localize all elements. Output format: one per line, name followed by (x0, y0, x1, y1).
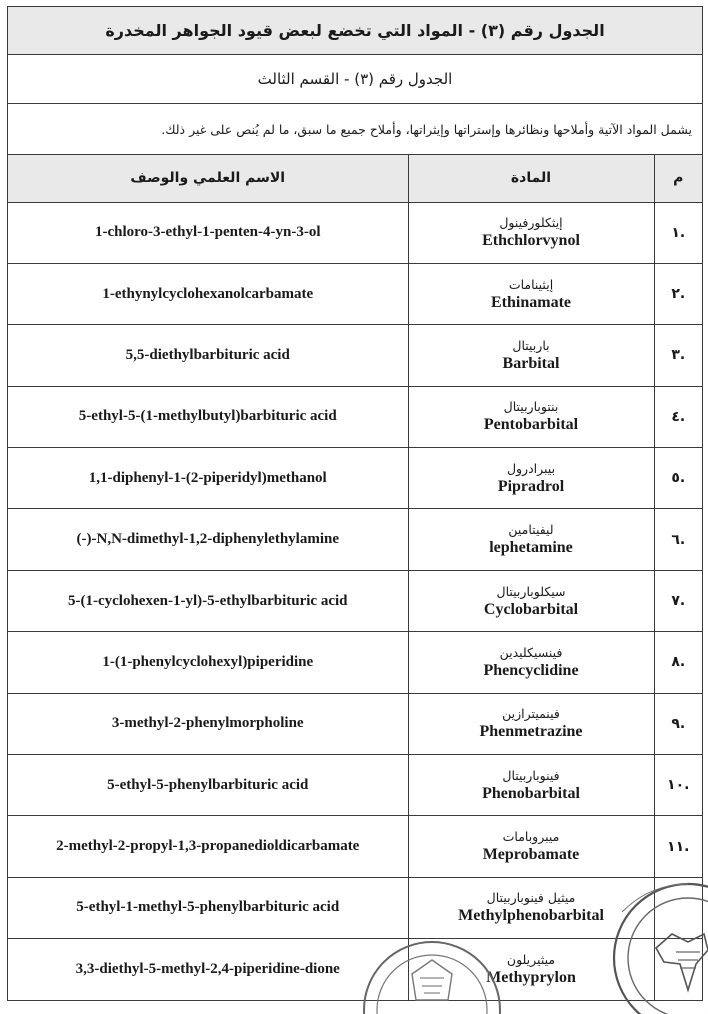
substance-name-english: Ethchlorvynol (482, 232, 580, 250)
column-header-number: م (654, 155, 702, 202)
substance-cell (408, 570, 654, 631)
substance-name-english: lephetamine (489, 539, 573, 557)
substance-name-english: Methylphenobarbital (458, 907, 604, 925)
scientific-name: 1-chloro-3-ethyl-1-penten-4-yn-3-ol (94, 224, 321, 241)
substance-cell (408, 325, 654, 386)
scientific-name: (-)-N,N-dimethyl-1,2-diphenylethylamine (76, 531, 339, 548)
substance-name-arabic: فينوباربيتال (502, 767, 560, 783)
substance-cell (408, 202, 654, 263)
substance-cell (408, 263, 654, 324)
substance-cell (408, 755, 654, 816)
scientific-name-cell (8, 877, 408, 938)
substance-name-english: Phencyclidine (483, 661, 579, 679)
scientific-name-cell (8, 325, 408, 386)
table-row (8, 325, 702, 386)
table-row (8, 632, 702, 693)
schedule-document (7, 6, 703, 1001)
schedule-title: الجدول رقم (٣) - المواد التي تخضع لبعض قيود الجواهر المخدرة (8, 7, 702, 55)
substance-name-english: Phenmetrazine (479, 723, 583, 741)
substance-cell (408, 877, 654, 938)
substance-name-english: Meprobamate (482, 846, 580, 864)
substance-cell (408, 509, 654, 570)
table-body (8, 202, 702, 1000)
row-number: .٩ (654, 693, 702, 754)
scientific-name-cell (8, 939, 408, 1000)
table-header-row (8, 155, 702, 202)
substance-name-english: Pentobarbital (483, 416, 579, 434)
scientific-name: 3,3-diethyl-5-methyl-2,4-piperidine-dione (75, 960, 340, 977)
substance-name-arabic: فينسيكليدين (499, 644, 563, 660)
scientific-name: 5-(1-cyclohexen-1-yl)-5-ethylbarbituric acid (67, 592, 348, 609)
row-number: .٧ (654, 570, 702, 631)
scientific-name: 1-ethynylcyclohexanolcarbamate (102, 285, 314, 302)
scientific-name: 5-ethyl-5-(1-methylbutyl)barbituric acid (78, 408, 337, 425)
substance-cell (408, 448, 654, 509)
substance-cell (408, 939, 654, 1000)
scientific-name-cell (8, 632, 408, 693)
row-number: .١١ (654, 816, 702, 877)
substance-name-arabic: بنتوباربيتال (503, 399, 559, 415)
scientific-name: 2-methyl-2-propyl-1,3-propanedioldicarbamate (56, 838, 360, 855)
scientific-name-cell (8, 755, 408, 816)
row-number: .١٠ (654, 755, 702, 816)
scientific-name: 1,1-diphenyl-1-(2-piperidyl)methanol (88, 469, 327, 486)
substance-name-arabic: بيبرادرول (506, 460, 556, 476)
substance-name-arabic: ميثيريلون (506, 951, 556, 967)
substance-cell (408, 693, 654, 754)
table-row (8, 939, 702, 1000)
substance-cell (408, 632, 654, 693)
scientific-name-cell (8, 448, 408, 509)
substance-name-arabic: إيثكلورفينول (499, 215, 563, 231)
substance-name-english: Methyprylon (486, 968, 576, 986)
row-number: .٣ (654, 325, 702, 386)
table-row (8, 693, 702, 754)
substance-name-arabic: سيكلوباربيتال (496, 583, 566, 599)
substance-name-arabic: ليفيتامين (508, 522, 554, 538)
row-number: .٦ (654, 509, 702, 570)
scientific-name-cell (8, 816, 408, 877)
substance-name-arabic: باربيتال (512, 337, 550, 353)
row-number: .٤ (654, 386, 702, 447)
scientific-name-cell (8, 386, 408, 447)
table-row (8, 509, 702, 570)
scientific-name-cell (8, 202, 408, 263)
table-row (8, 263, 702, 324)
substance-name-english: Ethinamate (491, 293, 571, 311)
substance-name-english: Cyclobarbital (483, 600, 579, 618)
table-row (8, 202, 702, 263)
substance-name-english: Pipradrol (497, 477, 565, 495)
table-row (8, 816, 702, 877)
table-row (8, 755, 702, 816)
substance-name-english: Phenobarbital (482, 784, 580, 802)
column-header-substance: المادة (408, 155, 654, 202)
scientific-name-cell (8, 570, 408, 631)
table-row (8, 448, 702, 509)
table-row (8, 570, 702, 631)
substance-name-arabic: إيثينامات (508, 276, 554, 292)
row-number: .٨ (654, 632, 702, 693)
substance-name-arabic: فينميترازين (502, 706, 560, 722)
substance-cell (408, 386, 654, 447)
substance-name-arabic: ميثيل فينوباربيتال (486, 890, 576, 906)
scope-note: يشمل المواد الآتية وأملاحها ونظائرها وإستراتها وإيثراتها، وأملاح جميع ما سبق، ما لم يُنص على غير ذلك. (8, 104, 702, 155)
row-number: .١ (654, 202, 702, 263)
scientific-name: 5-ethyl-1-methyl-5-phenylbarbituric acid (76, 899, 340, 916)
scientific-name: 5-ethyl-5-phenylbarbituric acid (107, 776, 309, 793)
substances-table (8, 155, 702, 1001)
row-number (654, 939, 702, 1000)
table-row (8, 386, 702, 447)
scientific-name-cell (8, 693, 408, 754)
column-header-scientific-name: الاسم العلمي والوصف (8, 155, 408, 202)
scientific-name: 3-methyl-2-phenylmorpholine (111, 715, 304, 732)
table-row (8, 877, 702, 938)
section-title: الجدول رقم (٣) - القسم الثالث (8, 55, 702, 104)
substance-name-arabic: ميبروبامات (502, 829, 560, 845)
scientific-name: 1-(1-phenylcyclohexyl)piperidine (102, 653, 314, 670)
scientific-name: 5,5-diethylbarbituric acid (125, 346, 290, 363)
row-number: .٥ (654, 448, 702, 509)
scientific-name-cell (8, 509, 408, 570)
row-number: .٢ (654, 263, 702, 324)
substance-cell (408, 816, 654, 877)
substance-name-english: Barbital (502, 354, 560, 372)
scientific-name-cell (8, 263, 408, 324)
row-number (654, 877, 702, 938)
